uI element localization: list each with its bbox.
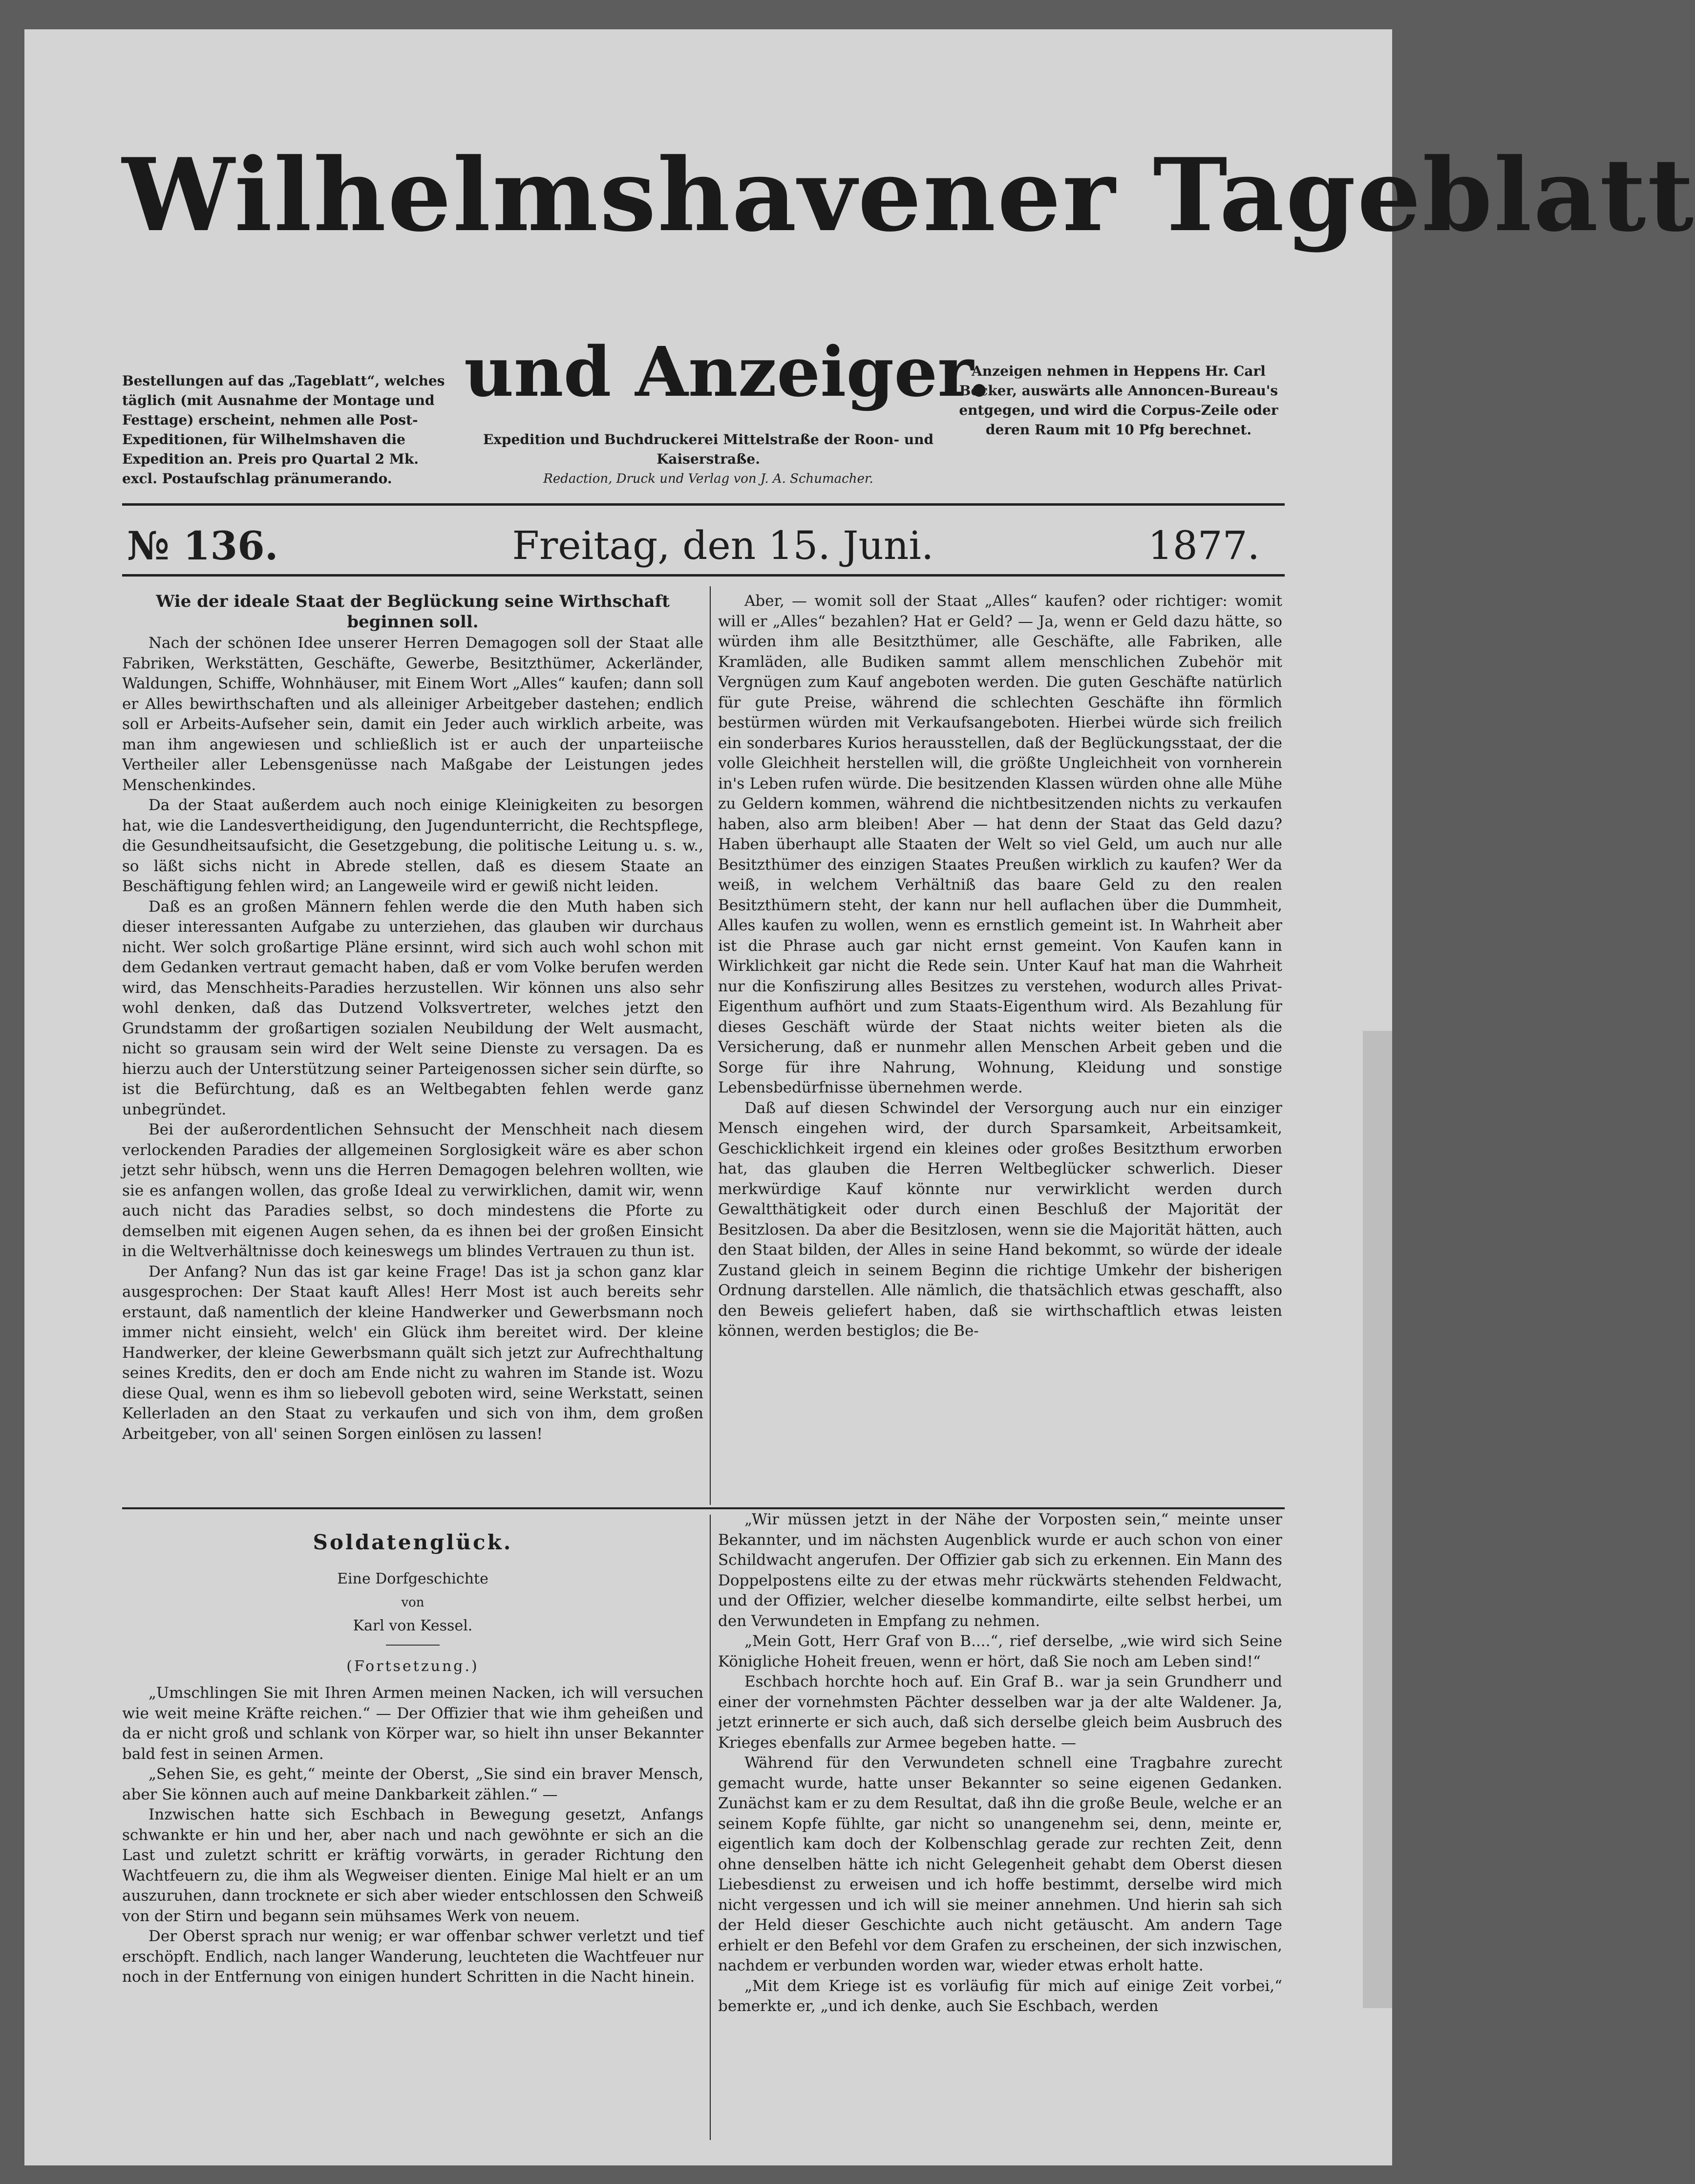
advertising-notice: Anzeigen nehmen in Heppens Hr. Carl Becker, auswärts alle Annoncen-Bureau's entgegen, und wird die Corpus-Zeile oder deren Raum mit 10 Pfg berechnet. bbox=[959, 363, 1278, 438]
issue-date: Freitag, den 15. Juni. bbox=[512, 523, 934, 568]
story-column-left bbox=[122, 1520, 703, 2135]
subscription-notice: Bestellungen auf das „Tageblatt“, welches täglich (mit Ausnahme der Montage und Festtage) erscheint, nehmen alle Post-Expeditionen, für Wilhelmshaven die Expedition an. Preis pro Quartal 2 Mk. excl. Postaufschlag pränumerando. bbox=[122, 373, 445, 487]
story-paragraph: „Umschlingen Sie mit Ihren Armen meinen Nacken, ich will versuchen wie weit meine Kräfte reichen.“ — Der Offizier that wie ihm geheißen und da er nicht groß und schlank von Körper war, so hielt ihn unser Bekannter bald fest in seinen Armen. bbox=[122, 1684, 703, 1763]
story-column-right bbox=[718, 1510, 1282, 2135]
article-headline: Wie der ideale Staat der Beglückung seine Wirthschaft beginnen soll. bbox=[156, 592, 670, 632]
story-paragraph: Während für den Verwundeten schnell eine Tragbahre zurecht gemacht wurde, hatte unser Bekannter so seine eigenen Gedanken. Zunächst kam er zu dem Resultat, daß ihn die große Beule, welche er an seinem Kopfe fühlte, gar nicht so unangenehm sei, denn, meinte er, eigentlich kam doch der Kolbenschlag gerade zur rechten Zeit, denn ohne denselben hätte ich nicht Gelegenheit gehabt dem Oberst diesen Liebesdienst zu erweisen und ich hoffe bestimmt, derselbe wird mich nicht vergessen und ich will sie meiner annehmen. Und hierin sah sich der Held dieser Geschichte auch nicht getäuscht. Am andern Tage erhielt er den Befehl vor dem Grafen zu erscheinen, der sich inzwischen, nachdem er verbunden worden war, wieder etwas erholt hatte. bbox=[718, 1754, 1282, 1974]
story-continuation: (Fortsetzung.) bbox=[346, 1657, 479, 1675]
article-column-right bbox=[718, 591, 1282, 1505]
story-title: Soldatenglück. bbox=[313, 1530, 513, 1554]
masthead-subtitle: und Anzeiger. bbox=[464, 332, 991, 412]
story-subtitle: Eine Dorfgeschichte bbox=[337, 1570, 488, 1587]
article-paragraph: Der Anfang? Nun das ist gar keine Frage! Das ist ja schon ganz klar ausgesprochen: Der Staat kauft Alles! Herr Most ist auch bereits sehr erstaunt, daß namentlich der kleine Handwerker und Gewerbsmann noch immer nicht einsieht, welch' ein Glück ihm bereitet wird. Der kleine Handwerker, der kleine Gewerbsmann quält sich jetzt zur Aufrechthaltung seines Kredits, den er doch am Ende nicht zu wahren im Stande ist. Wozu diese Qual, wenn es ihm so liebevoll geboten wird, seine Werkstatt, seinen Kellerladen an den Staat zu verkaufen und sich von ihm, dem großen Arbeitgeber, von all' seinen Sorgen einlösen zu lassen! bbox=[122, 1263, 703, 1443]
story-divider bbox=[386, 1645, 440, 1646]
story-paragraph: „Wir müssen jetzt in der Nähe der Vorposten sein,“ meinte unser Bekannter, und im nächsten Augenblick wurde er auch schon von einer Schildwacht angerufen. Der Offizier gab sich zu erkennen. Ein Mann des Doppelpostens eilte zu der etwas mehr rückwärts stehenden Feldwacht, und der Offizier, welcher dieselbe kommandirte, eilte selbst herbei, um den Verwundeten in Empfang zu nehmen. bbox=[718, 1511, 1282, 1630]
article-paragraph: Daß auf diesen Schwindel der Versorgung auch nur ein einziger Mensch eingehen wird, der durch Sparsamkeit, Arbeitsamkeit, Geschicklichkeit irgend ein kleines oder großes Besitzthum erworben hat, das glauben die Herren Weltbeglücker schwerlich. Dieser merkwürdige Kauf könnte nur verwirklicht werden durch Gewaltthätigkeit oder durch einen Beschluß der Majorität der Besitzlosen. Da aber die Besitzlosen, wenn sie die Majorität hätten, auch den Staat bilden, der Alles in seine Hand bekommt, so würde der ideale Zustand gleich in seinem Beginn die richtige Umkehr der bisherigen Ordnung darstellen. Alle nämlich, die thatsächlich etwas geschafft, also den Beweis geliefert haben, daß sie wirthschaftlich etwas leisten können, werden bestiglos; die Be- bbox=[718, 1099, 1282, 1340]
story-paragraph: Eschbach horchte hoch auf. Ein Graf B.. war ja sein Grundherr und einer der vornehmsten Pächter desselben war ja der alte Waldener. Ja, jetzt erinnerte er sich auch, daß sich derselbe gleich beim Ausbruch des Krieges ebenfalls zur Armee begeben hatte. — bbox=[718, 1673, 1282, 1752]
imprint bbox=[464, 430, 953, 489]
masthead-title: Wilhelmshavener Tageblatt bbox=[122, 137, 1695, 254]
article-paragraph: Aber, — womit soll der Staat „Alles“ kaufen? oder richtiger: womit will er „Alles“ bezahlen? Hat er Geld? — Ja, wenn er Geld dazu hätte, so würden ihm alle Besitzthümer, alle Geschäfte, alle Fabriken, alle Kramläden, alle Budiken sammt allem menschlichen Zubehör mit Vergnügen zum Kauf angeboten werden. Die guten Geschäfte natürlich für gute Preise, während die schlechten Geschäfte ihn förmlich bestürmen würden mit Verkaufsangeboten. Hierbei würde sich freilich ein sonderbares Kurios herausstellen, daß der Beglückungsstaat, der die volle Gleichheit herstellen will, die größte Ungleichheit von vornherein in's Leben rufen würde. Die besitzenden Klassen würden ohne alle Mühe zu Geldern kommen, während die nichtbesitzenden nichts zu verkaufen haben, also arm bleiben! Aber — hat denn der Staat das Geld dazu? Haben überhaupt alle Staaten der Welt so viel Geld, um auch nur alle Besitzthümer des einzigen Staates Preußen wirklich zu kaufen? Wer da weiß, in welchem Verhältniß das baare Geld zu den realen Besitzthümern steht, der kann nur hell auflachen über die Dummheit, Alles kaufen zu wollen, wenn es ernstlich gemeint ist. In Wahrheit aber ist die Phrase auch gar nicht ernst gemeint. Von Kaufen kann in Wirklichkeit gar nicht die Rede sein. Unter Kauf hat man die Wahrheit nur die Konfiszirung alles Besitzes zu verstehen, wodurch alles Privat-Eigenthum aufhört und zum Staats-Eigenthum wird. Als Bezahlung für dieses Geschäft würde der Staat nichts weiter bieten als die Versicherung, daß er nunmehr allen Menschen Arbeit geben und die Sorge für ihre Nahrung, Wohnung, Kleidung und sonstige Lebensbedürfnisse übernehmen werde. bbox=[718, 592, 1282, 1096]
story-byline-von: von bbox=[401, 1595, 424, 1610]
story-author: Karl von Kessel. bbox=[353, 1617, 473, 1634]
issue-year: 1877. bbox=[1148, 523, 1260, 568]
article-column-left bbox=[122, 591, 703, 1505]
column-divider-bottom bbox=[710, 1515, 711, 2140]
page-edge bbox=[1363, 1031, 1392, 2008]
article-paragraph: Bei der außerordentlichen Sehnsucht der Menschheit nach diesem verlockenden Paradies der allgemeinen Sorglosigkeit wäre es aber schon jetzt sehr hübsch, wenn uns die Herren Demagogen belehren wollten, wie sie es anfangen wollen, das große Ideal zu verwirklichen, damit wir, wenn auch nicht das Paradies selbst, so doch mindestens die Pforte zu demselben mit eigenen Augen sehen, da es ihnen bei der großen Einsicht in die Weltverhältnisse doch keineswegs um blindes Vertrauen zu thun ist. bbox=[122, 1121, 703, 1260]
story-paragraph: Inzwischen hatte sich Eschbach in Bewegung gesetzt, Anfangs schwankte er hin und her, aber nach und nach gewöhnte er sich an die Last und zuletzt schritt er kräftig vorwärts, in gerader Richtung den Wachtfeuern zu, die ihm als Wegweiser dienten. Einige Mal hielt er an um auszuruhen, dann trocknete er sich aber wieder entschlossen den Schweiß von der Stirn und begann sein mühsames Werk von neuem. bbox=[122, 1806, 703, 1925]
newspaper-page bbox=[24, 29, 1695, 2165]
story-paragraph: „Mit dem Kriege ist es vorläufig für mich auf einige Zeit vorbei,“ bemerkte er, „und ich denke, auch Sie Eschbach, werden bbox=[718, 1977, 1282, 2015]
issue-number: № 136. bbox=[127, 523, 278, 569]
article-paragraph: Daß es an großen Männern fehlen werde die den Muth haben sich dieser interessanten Aufgabe zu unterziehen, das glauben wir durchaus nicht. Wer solch großartige Pläne ersinnt, wird sich auch wohl schon mit dem Gedanken vertraut gemacht haben, daß er vom Volke berufen werden wird, das Menschheits-Paradies herzustellen. Wir können uns also sehr wohl denken, daß das Dutzend Volksvertreter, welches jetzt den Grundstamm der großartigen sozialen Neubildung der Welt ausmacht, nicht so grausam sein wird der Welt seine Dienste zu versagen. Da es hierzu auch der Unterstützung seiner Parteigenossen sicher sein dürfte, so ist die Befürchtung, daß es an Weltbegabten fehlen werde ganz unbegründet. bbox=[122, 898, 703, 1118]
column-divider-top bbox=[710, 586, 711, 1505]
dateline-rule bbox=[122, 574, 1285, 577]
article-end-rule bbox=[122, 1507, 1285, 1509]
imprint-publisher: Redaction, Druck und Verlag von J. A. Schumacher. bbox=[543, 471, 873, 486]
story-paragraph: Der Oberst sprach nur wenig; er war offenbar schwer verletzt und tief erschöpft. Endlich, nach langer Wanderung, leuchteten die Wachtfeuer nur noch in der Entfernung von einigen hundert Schritten in die Nacht hinein. bbox=[122, 1927, 703, 1986]
masthead-rule bbox=[122, 503, 1285, 506]
article-paragraph: Da der Staat außerdem auch noch einige Kleinigkeiten zu besorgen hat, wie die Landesvertheidigung, den Jugendunterricht, die Rechtspflege, die Gesundheitsaufsicht, die Gesetzgebung, die politische Leitung u. s. w., so läßt sichs nicht in Abrede stellen, daß es diesem Staate an Beschäftigung fehlen wird; an Langeweile wird er gewiß nicht leiden. bbox=[122, 796, 703, 895]
imprint-expedition: Expedition und Buchdruckerei Mittelstraße der Roon- und Kaiserstraße. bbox=[483, 431, 934, 467]
story-paragraph: „Sehen Sie, es geht,“ meinte der Oberst, „Sie sind ein braver Mensch, aber Sie können auch auf meine Dankbarkeit zählen.“ — bbox=[122, 1765, 703, 1803]
story-paragraph: „Mein Gott, Herr Graf von B....“, rief derselbe, „wie wird sich Seine Königliche Hoheit freuen, wenn er hört, daß Sie noch am Leben sind!“ bbox=[718, 1632, 1282, 1670]
article-paragraph: Nach der schönen Idee unserer Herren Demagogen soll der Staat alle Fabriken, Werkstätten, Geschäfte, Gewerbe, Besitzthümer, Ackerländer, Waldungen, Schiffe, Wohnhäuser, mit Einem Wort „Alles“ kaufen; dann soll er Alles bewirthschaften und als alleiniger Arbeitgeber dastehen; endlich soll er Arbeits-Aufseher sein, damit ein Jeder auch wirklich arbeite, was man ihm angewiesen und schließlich ist er auch der unparteiische Vertheiler aller Lebensgenüsse nach Maßgabe der Leistungen jedes Menschenkindes. bbox=[122, 634, 703, 794]
